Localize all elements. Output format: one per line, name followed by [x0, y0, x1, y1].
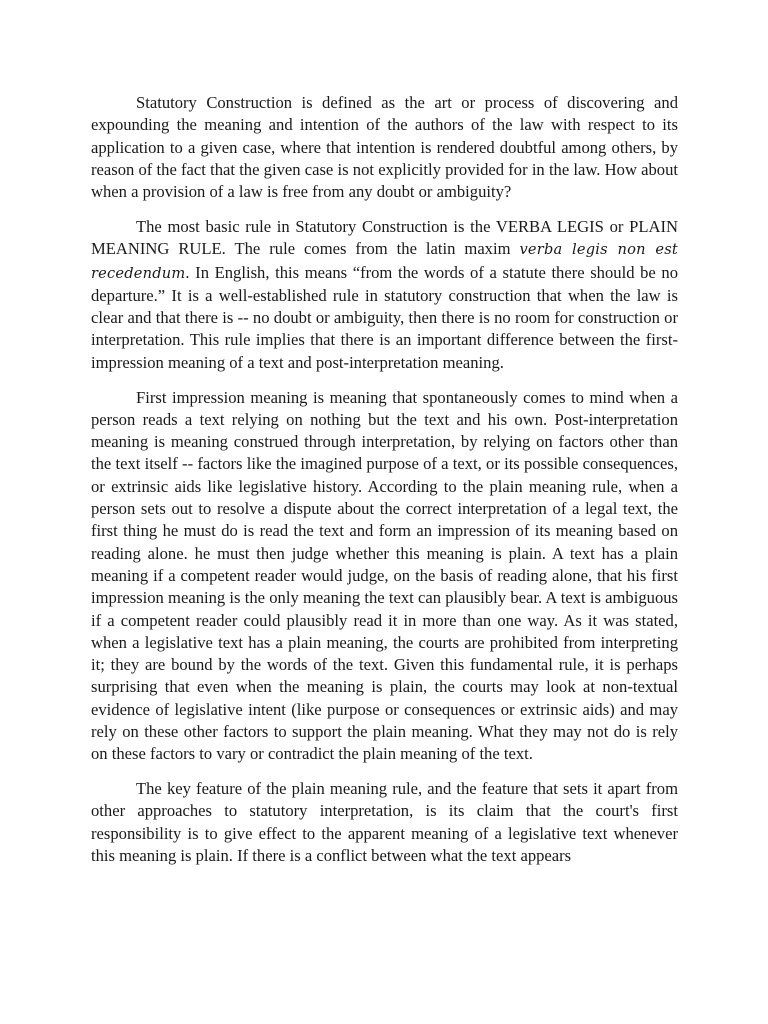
paragraph-verba-legis [91, 216, 678, 374]
document-page [91, 92, 678, 880]
paragraph-text: Statutory Construction is defined as the art or process of discovering and expounding the meaning and intention of the authors of the law with respect to its application to a given case, where that intention is rendered doubtful among others, by reason of the fact that the given case is not explicitly provided for in the law. How about when a provision of a law is free from any doubt or ambiguity? [91, 93, 678, 202]
paragraph-key-feature [91, 778, 678, 867]
paragraph-first-impression [91, 387, 678, 766]
paragraph-text: The most basic rule in Statutory Construction is the VERBA LEGIS or PLAIN MEANING RULE. The rule comes from the latin maxim [91, 216, 678, 259]
paragraph-text: First impression meaning is meaning that spontaneously comes to mind when a person reads a text relying on nothing but the text and his own. Post-interpretation meaning is meaning construed through interpretation, by relying on factors other than the text itself -- factors like the imagined purpose of a text, or its possible consequences, or extrinsic aids like legislative history. According to the plain meaning rule, when a person sets out to resolve a dispute about the correct interpretation of a legal text, the first thing he must do is read the text and form an impression of its meaning based on reading alone. he must then judge whether this meaning is plain. A text has a plain meaning if a competent reader would judge, on the basis of reading alone, that his first impression meaning is the only meaning the text can plausibly bear. A text is ambiguous if a competent reader could plausibly read it in more than one way. As it was stated, when a legislative text has a plain meaning, the courts are prohibited from interpreting it; they are bound by the words of the text. Given this fundamental rule, it is perhaps surprising that even when the meaning is plain, the courts may look at non-textual evidence of legislative intent (like purpose or consequences or extrinsic aids) and may rely on these other factors to support the plain meaning. What they may not do is rely on these factors to vary or contradict the plain meaning of the text. [91, 387, 678, 764]
paragraph-text: The key feature of the plain meaning rule, and the feature that sets it apart from other approaches to statutory interpretation, is its claim that the court's first responsibility is to give effect to the apparent meaning of a legislative text whenever this meaning is plain. If there is a conflict between what the text appears [91, 779, 678, 865]
paragraph-definition [91, 92, 678, 203]
latin-maxim: verba legis non est recedendum [91, 241, 678, 282]
paragraph-text: . In English, this means “from the words of a statute there should be no departure.” It is a well-established rule in statutory construction that when the law is clear and that there is -- no doubt or ambiguity, then there is no room for construction or interpretation. This rule implies that there is an important difference between the first-impression meaning of a text and post-interpretation meaning. [91, 262, 678, 372]
